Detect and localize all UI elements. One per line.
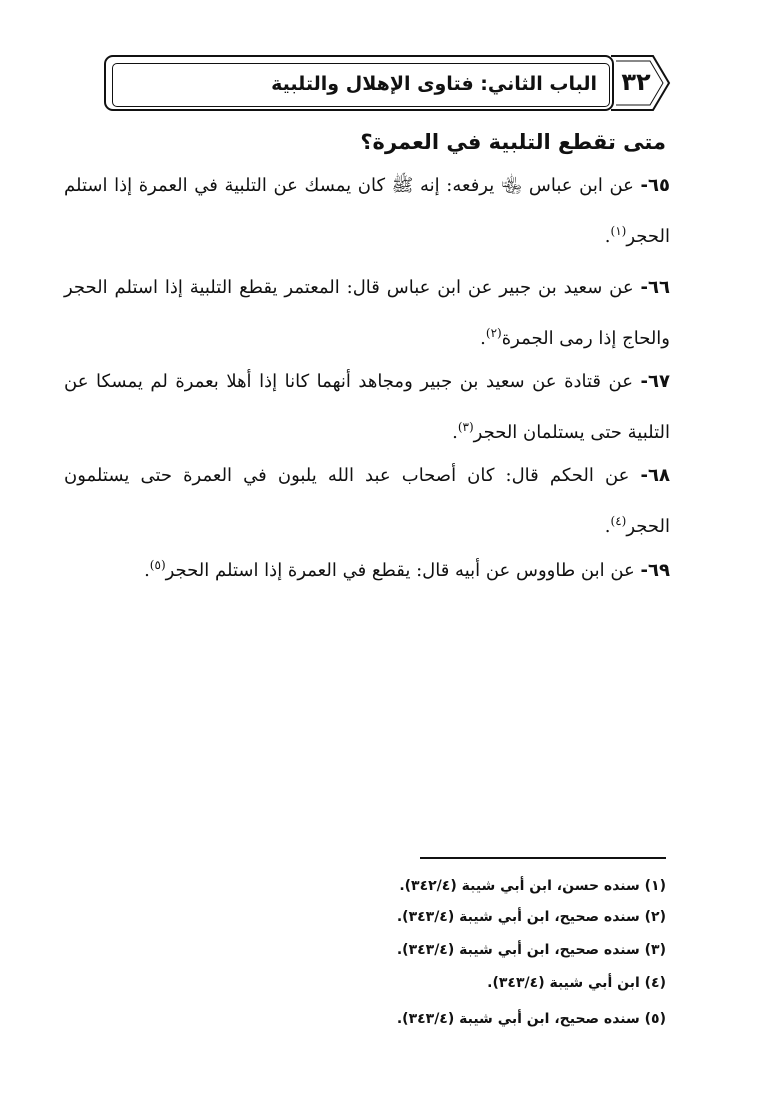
footnote-2: (٢) سنده صحيح، ابن أبي شيبة (٣٤٣/٤). — [396, 909, 666, 925]
paragraph-69: ٦٩- عن ابن طاووس عن أبيه قال: يقطع في العمرة إذا استلم الحجر$^{(٥)}$. — [144, 558, 670, 581]
footnote-3: (٣) سنده صحيح، ابن أبي شيبة (٣٤٣/٤). — [396, 942, 666, 958]
paragraph-text: عن الحكم قال: كان أصحاب عبد الله يلبون في العمرة حتى يستلمون الحجر — [64, 465, 670, 537]
footnote-4: (٤) ابن أبي شيبة (٣٤٣/٤). — [487, 975, 666, 991]
paragraph-number: ٦٦- — [640, 277, 670, 298]
footnote-ref: (٥) — [149, 558, 166, 572]
footnote-ref: (٤) — [610, 514, 627, 528]
page-header — [104, 55, 666, 113]
paragraph-66: ٦٦- عن سعيد بن جبير عن ابن عباس قال: المعتمر يقطع التلبية إذا استلم الحجر والحاج إذا رمى الجمرة$^{(٢)}$. — [64, 277, 670, 349]
chapter-title: الباب الثاني: فتاوى الإهلال والتلبية — [112, 63, 610, 107]
header-frame — [104, 55, 614, 111]
paragraph-number: ٦٧- — [640, 371, 670, 392]
paragraph-number: ٦٥- — [640, 175, 670, 196]
paragraph-67: ٦٧- عن قتادة عن سعيد بن جبير ومجاهد أنهما كانا إذا أهلا بعمرة لم يمسكا عن التلبية حتى يستلمان الحجر$^{(٣)}$. — [64, 371, 670, 443]
section-title: متى تقطع التلبية في العمرة؟ — [360, 130, 666, 154]
paragraph-text: عن ابن عباس ﵄ يرفعه: إنه ﷺ كان يمسك عن التلبية في العمرة إذا استلم الحجر — [64, 175, 670, 247]
paragraph-number: ٦٩- — [640, 560, 670, 581]
footnote-ref: (٣) — [457, 420, 474, 434]
footnote-ref: (٢) — [485, 326, 502, 340]
paragraph-text: عن سعيد بن جبير عن ابن عباس قال: المعتمر يقطع التلبية إذا استلم الحجر والحاج إذا رمى الجمرة — [64, 277, 670, 349]
paragraph-68: ٦٨- عن الحكم قال: كان أصحاب عبد الله يلبون في العمرة حتى يستلمون الحجر$^{(٤)}$. — [64, 465, 670, 537]
footnote-divider — [420, 857, 666, 859]
footnote-5: (٥) سنده صحيح، ابن أبي شيبة (٣٤٣/٤). — [396, 1011, 666, 1027]
paragraph-text: عن ابن طاووس عن أبيه قال: يقطع في العمرة إذا استلم الحجر — [165, 560, 635, 581]
footnote-ref: (١) — [610, 224, 627, 238]
paragraph-number: ٦٨- — [640, 465, 670, 486]
page-number: ٣٢ — [621, 68, 651, 96]
footnote-1: (١) سنده حسن، ابن أبي شيبة (٣٤٢/٤). — [399, 878, 666, 894]
paragraph-65: ٦٥- عن ابن عباس ﵄ يرفعه: إنه ﷺ كان يمسك عن التلبية في العمرة إذا استلم الحجر$^{(١)}$. — [64, 175, 670, 247]
paragraph-text: عن قتادة عن سعيد بن جبير ومجاهد أنهما كانا إذا أهلا بعمرة لم يمسكا عن التلبية حتى يستلمان الحجر — [64, 371, 670, 443]
